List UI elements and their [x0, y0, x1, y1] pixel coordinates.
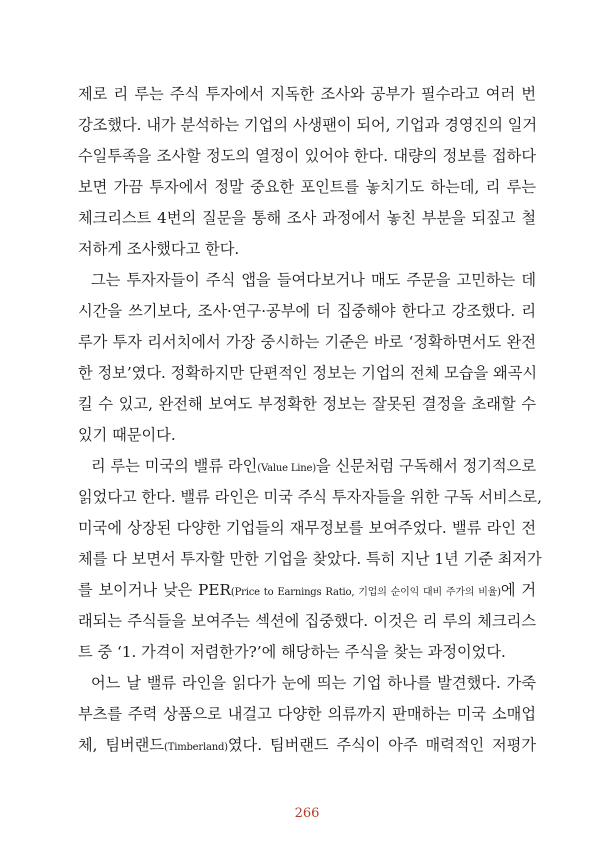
text-line: 강조했다. 내가 분석하는 기업의 사생팬이 되어, 기업과 경영진의 일거 [78, 116, 538, 134]
text-line [78, 735, 536, 758]
text-line: 어느 날 밸류 라인을 읽다가 눈에 띄는 기업 하나를 발견했다. 가죽 [91, 674, 536, 692]
text-line: 체크리스트 4번의 질문을 통해 조사 과정에서 놓친 부분을 되짚고 철 [78, 209, 536, 227]
text-line: 부츠를 주력 상품으로 내걸고 다양한 의류까지 판매하는 미국 소매업 [78, 705, 536, 723]
text-line: 저하게 조사했다고 한다. [78, 240, 240, 258]
text-line: 체를 다 보면서 투자할 만한 기업을 찾았다. 특히 지난 1년 기준 최저가 [78, 550, 542, 568]
text-line: 제로 리 루는 주식 투자에서 지독한 조사와 공부가 필수라고 여러 번 [78, 85, 536, 103]
text-line: 그는 투자자들이 주식 앱을 들여다보거나 매도 주문을 고민하는 데 [91, 271, 536, 289]
text-line: 보면 가끔 투자에서 정말 중요한 포인트를 놓치기도 하는데, 리 루는 [78, 178, 536, 196]
text-segment: 을 신문처럼 구독해서 정기적으로 [315, 457, 536, 475]
text-segment: 에 거 [500, 581, 537, 599]
text-segment: 리 루는 미국의 밸류 라인 [91, 457, 258, 475]
text-line [91, 456, 536, 479]
text-line: 킬 수 있고, 완전해 보여도 부정확한 정보는 잘못된 결정을 초래할 수 [78, 395, 536, 413]
english-annotation: (Timberland) [164, 742, 228, 753]
text-line: 루가 투자 리서치에서 가장 중시하는 기준은 바로 ‘정확하면서도 완전 [78, 333, 536, 351]
page-number: 266 [294, 806, 320, 821]
english-annotation: (Price to Earnings Ratio, 기업의 순이익 대비 주가의 비율) [230, 587, 501, 598]
text-segment: 였다. 팀버랜드 주식이 아주 매력적인 저평가 [227, 736, 537, 754]
text-line: 한 정보’였다. 정확하지만 단편적인 정보는 기업의 전체 모습을 왜곡시 [78, 364, 538, 382]
text-line: 수일투족을 조사할 정도의 열정이 있어야 한다. 대량의 정보를 접하다 [78, 147, 536, 165]
text-segment: 체, 팀버랜드 [78, 736, 165, 754]
text-line: 미국에 상장된 다양한 기업들의 재무정보를 보여주었다. 밸류 라인 전 [78, 519, 536, 537]
text-segment: 를 보이거나 낮은 PER [78, 581, 231, 599]
english-annotation: (Value Line) [257, 463, 316, 474]
text-line: 래되는 주식들을 보여주는 섹션에 집중했다. 이것은 리 루의 체크리스 [78, 612, 536, 630]
text-line: 트 중 ‘1. 가격이 저렴한가?’에 해당하는 주식을 찾는 과정이었다. [78, 643, 506, 661]
text-line: 있기 때문이다. [78, 426, 176, 444]
text-line: 읽었다고 한다. 밸류 라인은 미국 주식 투자자들을 위한 구독 서비스로, [78, 488, 542, 506]
text-line: 시간을 쓰기보다, 조사·연구·공부에 더 집중해야 한다고 강조했다. 리 [78, 302, 536, 320]
text-line [78, 580, 536, 603]
